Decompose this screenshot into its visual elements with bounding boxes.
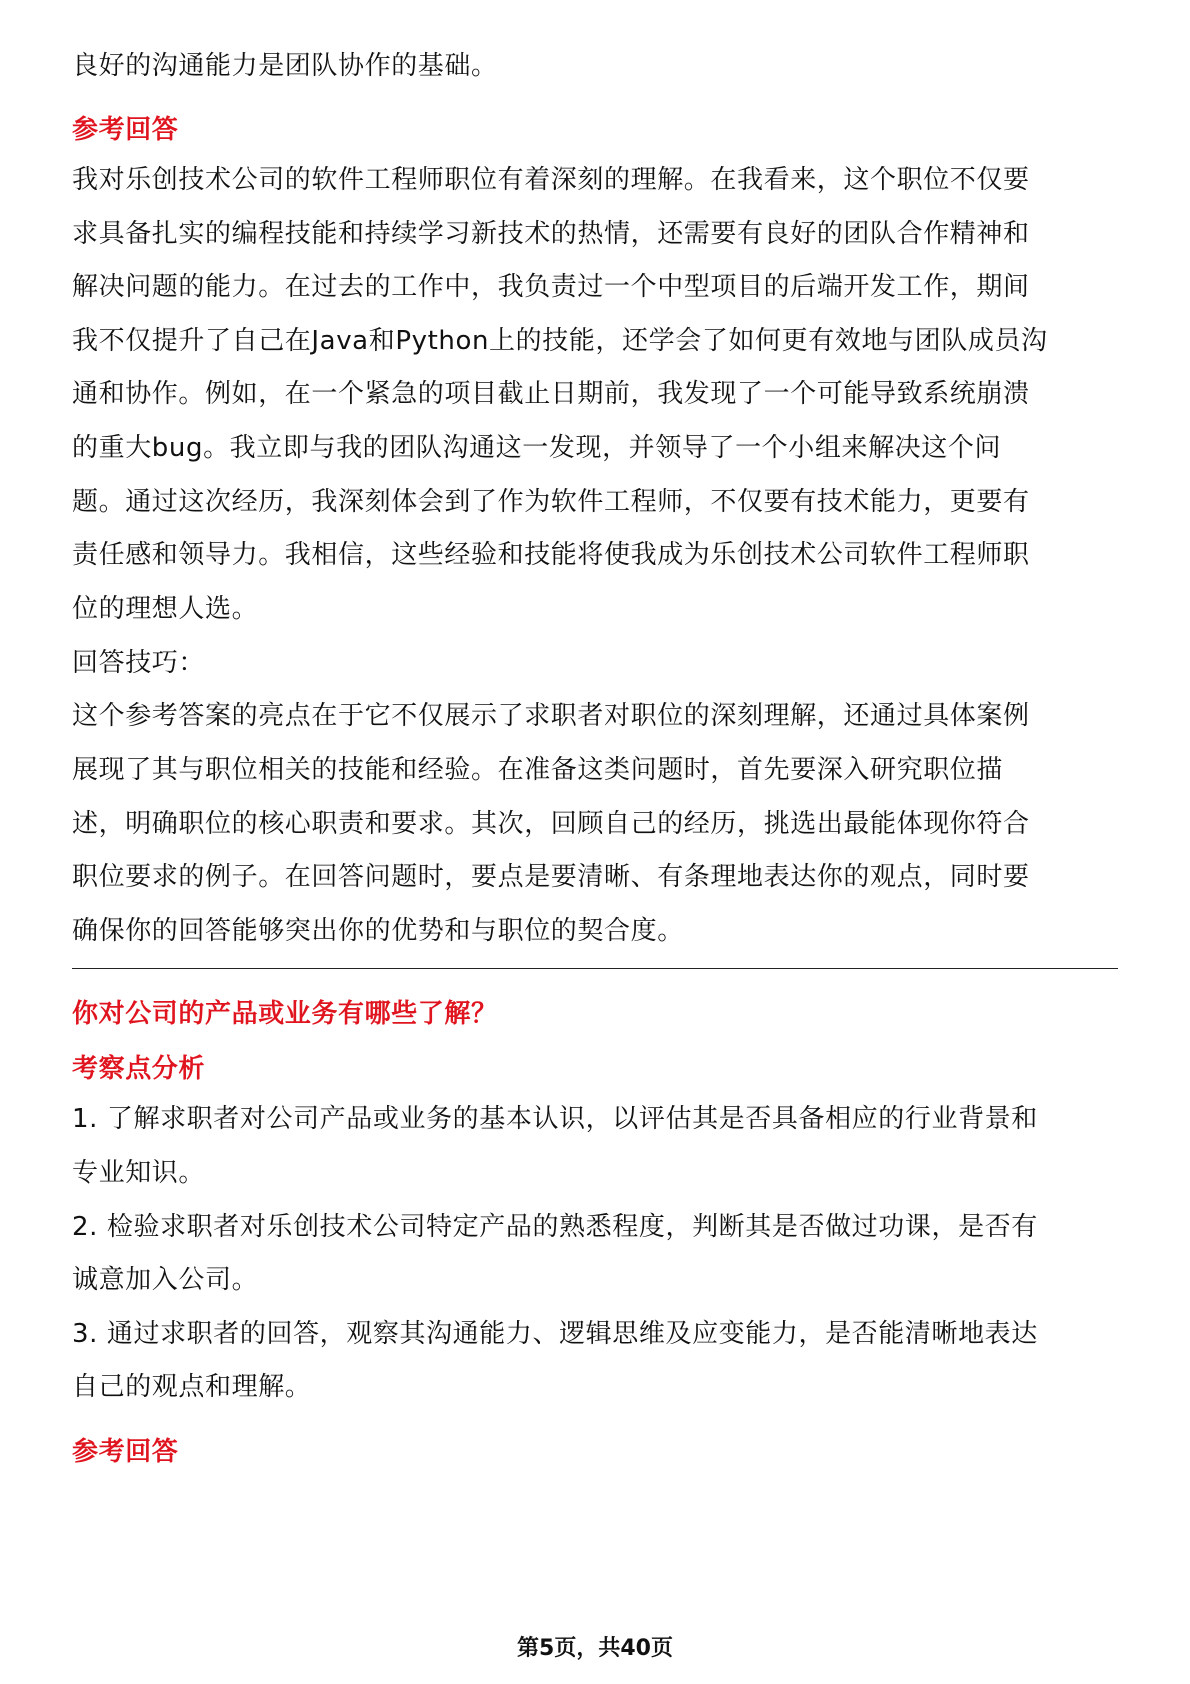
analysis-line: 1. 了解求职者对公司产品或业务的基本认识，以评估其是否具备相应的行业背景和 (72, 1104, 1038, 1134)
answer-line: 通和协作。例如，在一个紧急的项目截止日期前，我发现了一个可能导致系统崩溃 (72, 379, 1030, 409)
tips-line: 职位要求的例子。在回答问题时，要点是要清晰、有条理地表达你的观点，同时要 (72, 862, 1030, 892)
analysis-line: 2. 检验求职者对乐创技术公司特定产品的熟悉程度，判断其是否做过功课，是否有 (72, 1212, 1038, 1242)
tips-line: 这个参考答案的亮点在于它不仅展示了求职者对职位的深刻理解，还通过具体案例 (72, 701, 1030, 731)
analysis-line: 自己的观点和理解。 (72, 1372, 312, 1402)
answer-line: 求具备扎实的编程技能和持续学习新技术的热情，还需要有良好的团队合作精神和 (72, 219, 1030, 249)
question-heading: 你对公司的产品或业务有哪些了解？ (72, 999, 498, 1029)
tips-line: 确保你的回答能够突出你的优势和与职位的契合度。 (72, 916, 684, 946)
answer-line: 责任感和领导力。我相信，这些经验和技能将使我成为乐创技术公司软件工程师职 (72, 540, 1030, 570)
tips-line: 展现了其与职位相关的技能和经验。在准备这类问题时，首先要深入研究职位描 (72, 755, 1004, 785)
page-number-footer: 第5页，共40页 (517, 1636, 673, 1661)
analysis-heading: 考察点分析 (72, 1054, 206, 1084)
answer-line: 位的理想人选。 (72, 594, 259, 624)
answer-heading-2: 参考回答 (72, 1437, 179, 1467)
answer-line: 的重大bug。我立即与我的团队沟通这一发现，并领导了一个小组来解决这个问 (72, 433, 1002, 463)
answer-line: 我对乐创技术公司的软件工程师职位有着深刻的理解。在我看来，这个职位不仅要 (72, 165, 1030, 195)
analysis-line: 诚意加入公司。 (72, 1265, 259, 1295)
answer-line: 题。通过这次经历，我深刻体会到了作为软件工程师，不仅要有技术能力，更要有 (72, 487, 1030, 517)
analysis-line: 3. 通过求职者的回答，观察其沟通能力、逻辑思维及应变能力，是否能清晰地表达 (72, 1319, 1038, 1349)
answer-heading: 参考回答 (72, 115, 179, 145)
intro-line: 良好的沟通能力是团队协作的基础。 (72, 51, 498, 81)
analysis-line: 专业知识。 (72, 1158, 206, 1188)
tips-label: 回答技巧： (72, 648, 206, 678)
section-divider (72, 968, 1118, 969)
answer-line: 解决问题的能力。在过去的工作中，我负责过一个中型项目的后端开发工作，期间 (72, 272, 1030, 302)
answer-line: 我不仅提升了自己在Java和Python上的技能，还学会了如何更有效地与团队成员沟 (72, 326, 1048, 356)
tips-line: 述，明确职位的核心职责和要求。其次，回顾自己的经历，挑选出最能体现你符合 (72, 809, 1030, 839)
